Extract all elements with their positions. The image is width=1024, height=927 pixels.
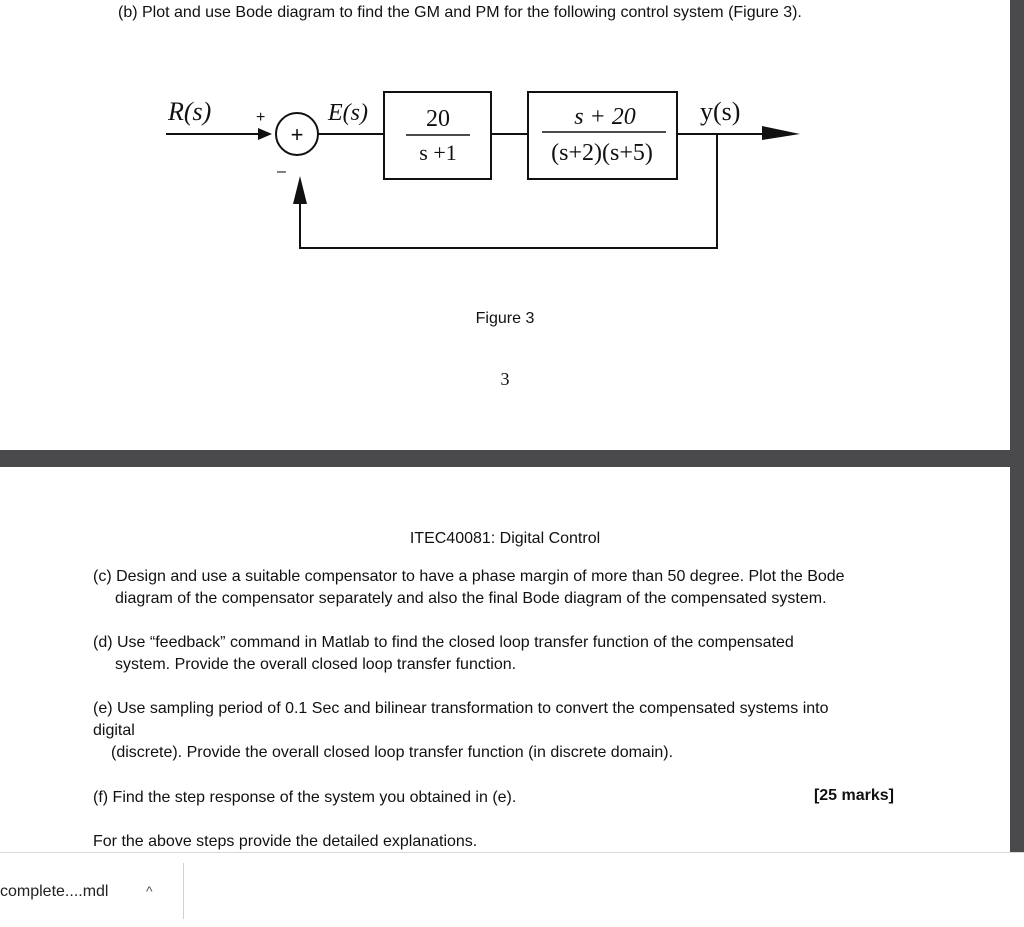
input-label: R(s) — [168, 97, 212, 126]
marks-label: [25 marks] — [813, 787, 894, 804]
question-d — [93, 632, 913, 676]
question-e-line-1: (e) Use sampling period of 0.1 Sec and bilinear transformation to convert the compensated systems into — [93, 700, 829, 717]
question-c-line-1: (c) Design and use a suitable compensator to have a phase margin of more than 50 degree. Plot the Bode — [93, 568, 845, 585]
plus-sign-top: + — [256, 109, 266, 126]
closing-note: For the above steps provide the detailed explanations. — [93, 833, 478, 850]
viewer-edge — [1010, 0, 1024, 852]
question-e-line-3: (discrete). Provide the overall closed loop transfer function (in discrete domain). — [111, 744, 674, 761]
page-3 — [0, 0, 1010, 450]
input-arrowhead — [258, 128, 272, 140]
question-f: (f) Find the step response of the system you obtained in (e). — [93, 789, 517, 806]
question-d-line-1: (d) Use “feedback” command in Matlab to find the closed loop transfer function of the compensated — [93, 634, 794, 651]
chevron-up-icon[interactable]: ^ — [146, 883, 153, 899]
page-number: 3 — [500, 369, 510, 389]
output-label: y(s) — [700, 97, 741, 126]
block-2-numerator: s + 20 — [574, 104, 636, 130]
download-bar — [0, 852, 1024, 927]
question-e-line-2: digital — [93, 722, 135, 739]
error-label: E(s) — [328, 100, 368, 126]
block-1-numerator: 20 — [426, 106, 450, 132]
question-d-line-2: system. Provide the overall closed loop transfer function. — [115, 656, 517, 673]
question-c — [93, 566, 913, 610]
question-e — [93, 698, 913, 764]
figure-caption: Figure 3 — [475, 310, 535, 327]
block-diagram — [150, 80, 830, 270]
question-c-line-2: diagram of the compensator separately and also the final Bode diagram of the compensated system. — [115, 590, 827, 607]
minus-sign-bottom: – — [277, 163, 286, 180]
download-divider — [183, 863, 184, 919]
output-arrowhead — [762, 126, 800, 140]
question-b-text: (b) Plot and use Bode diagram to find the GM and PM for the following control system (Figure 3). — [118, 4, 802, 21]
page-4 — [0, 467, 1010, 852]
course-header: ITEC40081: Digital Control — [409, 530, 601, 547]
summer-plus-sign: + — [290, 122, 304, 147]
feedback-arrowhead — [293, 176, 307, 204]
block-2-denominator: (s+2)(s+5) — [551, 140, 653, 166]
page-separator — [0, 450, 1024, 467]
block-1-denominator: s +1 — [419, 140, 457, 165]
download-item-filename[interactable]: complete....mdl — [0, 883, 109, 900]
